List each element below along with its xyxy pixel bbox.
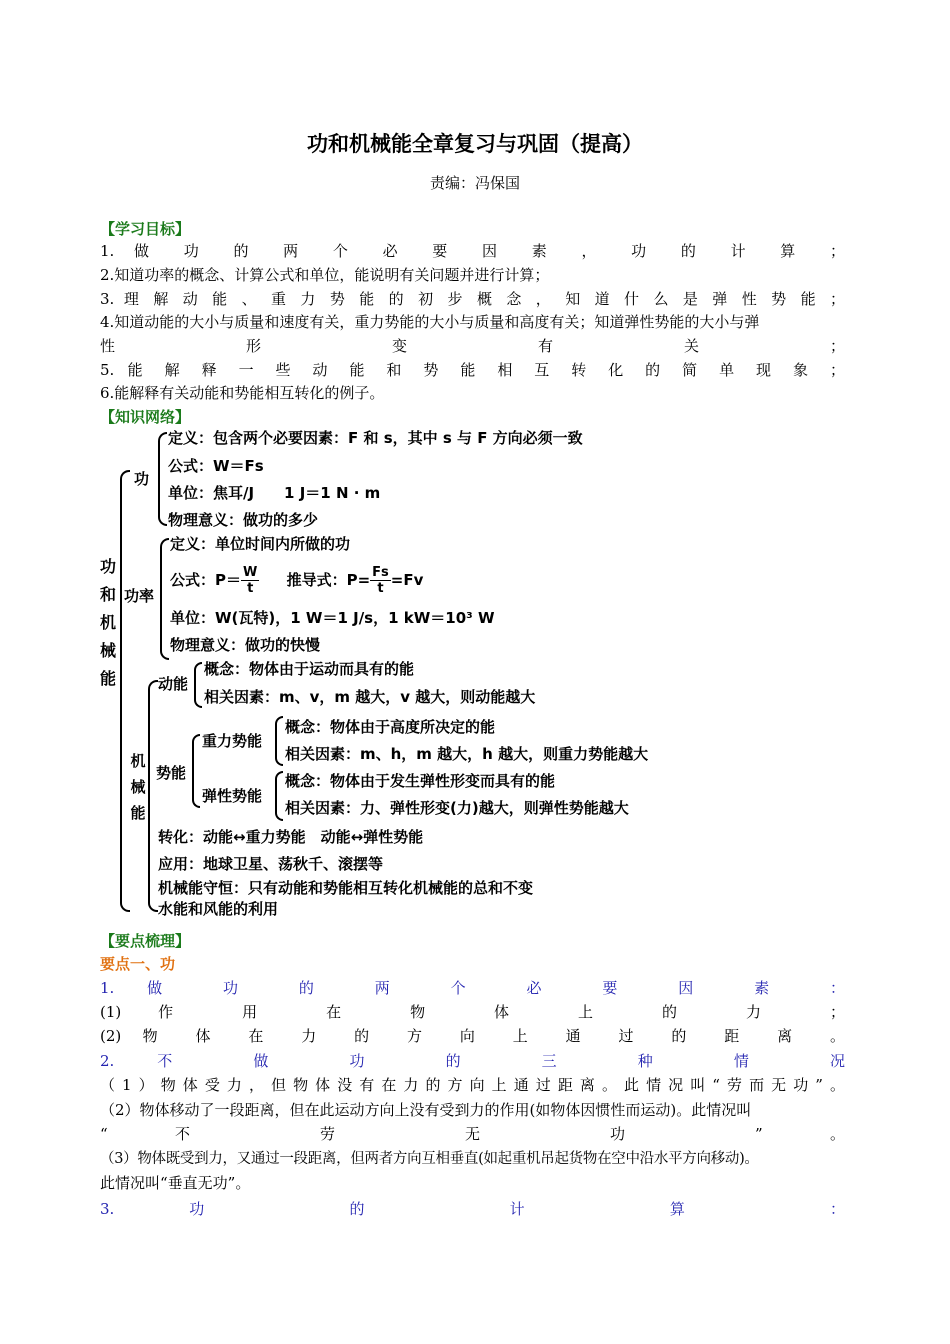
objectives-heading: 【学习目标】 xyxy=(100,220,191,238)
power-brace xyxy=(160,538,169,660)
power-formula: 公式：P＝ $\frac{W}{t}$ 推导式：P= $\frac{Fs}{t}$ =Fv xyxy=(170,565,424,596)
elastic-brace xyxy=(275,771,283,821)
kinetic-brace xyxy=(194,662,202,708)
power-meaning: 物理意义：做功的快慢 xyxy=(170,636,321,654)
mech-char: 能 xyxy=(130,804,146,822)
fraction-numerator: W xyxy=(243,565,258,580)
keypoint-line: 2. 不 做 功 的 三 种 情 况 xyxy=(100,1052,845,1070)
root-char: 械 xyxy=(99,641,116,660)
potential-label: 势能 xyxy=(156,764,187,782)
gravity-concept: 概念：物体由于高度所决定的能 xyxy=(285,718,496,736)
fraction-denominator: t xyxy=(247,581,254,596)
kinetic-label: 动能 xyxy=(158,675,189,693)
keypoints-heading: 【要点梳理】 xyxy=(100,932,191,950)
objective-line: 6.能解释有关动能和势能相互转化的例子。 xyxy=(100,384,385,402)
kinetic-concept: 概念：物体由于运动而具有的能 xyxy=(204,660,415,678)
objective-line: 性 形 变 有 关 ； xyxy=(100,337,845,355)
root-char: 功 xyxy=(99,557,116,576)
keypoint-line: 1. 做 功 的 两 个 必 要 因 素 ： xyxy=(100,979,845,997)
objective-line: 3. 理 解 动 能 、 重 力 势 能 的 初 步 概 念 ， 知 道 什 么 是 弹 性 势 能 ； xyxy=(100,290,845,308)
mech-char: 机 xyxy=(130,752,146,770)
application: 应用：地球卫星、荡秋千、滚摆等 xyxy=(158,855,384,873)
objective-line: 1. 做 功 的 两 个 必 要 因 素 ， 功 的 计 算 ； xyxy=(100,242,845,260)
elastic-label: 弹性势能 xyxy=(202,787,263,805)
power-label: 功率 xyxy=(124,587,155,605)
mech-char: 械 xyxy=(130,778,146,796)
conservation: 机械能守恒：只有动能和势能相互转化机械能的总和不变 xyxy=(158,879,534,897)
gravity-label: 重力势能 xyxy=(202,732,263,750)
power-unit: 单位：W(瓦特)，1 W＝1 J/s，1 kW＝10³ W xyxy=(170,609,495,627)
keypoint-1-heading: 要点一、功 xyxy=(100,955,176,973)
keypoint-line: “ 不 劳 无 功 ” 。 xyxy=(100,1125,845,1143)
author-line: 责编：冯保国 xyxy=(429,174,520,192)
root-char: 和 xyxy=(99,585,116,604)
objective-line: 2.知道功率的概念、计算公式和单位，能说明有关问题并进行计算； xyxy=(100,266,550,284)
elastic-factors: 相关因素：力、弹性形变(力)越大，则弹性势能越大 xyxy=(285,799,629,817)
work-definition: 定义：包含两个必要因素：F 和 s，其中 s 与 F 方向必须一致 xyxy=(168,429,583,447)
fraction-numerator: Fs xyxy=(372,565,389,580)
work-meaning: 物理意义：做功的多少 xyxy=(168,511,319,529)
work-unit: 单位：焦耳/J 1 J＝1 N · m xyxy=(168,484,381,502)
kinetic-factors: 相关因素：m、v，m 越大，v 越大，则动能越大 xyxy=(204,688,536,706)
objective-line: 5. 能 解 释 一 些 动 能 和 势 能 相 互 转 化 的 简 单 现 象 ； xyxy=(100,361,845,379)
conversion: 转化：动能↔重力势能 动能↔弹性势能 xyxy=(158,828,424,846)
work-formula: 公式：W＝Fs xyxy=(168,457,264,475)
keypoint-line: （3）物体既受到力，又通过一段距离，但两者方向互相垂直(如起重机吊起货物在空中沿水平方向移动)。 xyxy=(100,1151,759,1167)
root-char: 机 xyxy=(99,613,116,632)
keypoint-line: 此情况叫“垂直无功”。 xyxy=(100,1174,251,1192)
work-brace xyxy=(158,432,167,526)
water-wind-energy: 水能和风能的利用 xyxy=(158,900,279,918)
page-title: 功和机械能全章复习与巩固（提高） xyxy=(307,132,643,156)
root-brace xyxy=(120,470,130,912)
mech-brace xyxy=(148,680,158,912)
root-char: 能 xyxy=(99,669,116,688)
gravity-brace xyxy=(275,716,283,766)
fraction-denominator: t xyxy=(377,581,384,596)
potential-brace xyxy=(192,734,200,808)
network-heading: 【知识网络】 xyxy=(100,408,191,426)
keypoint-line: 3. 功 的 计 算 ： xyxy=(100,1200,845,1218)
objective-line: 4.知道动能的大小与质量和速度有关，重力势能的大小与质量和高度有关；知道弹性势能的大小与弹 xyxy=(100,313,760,331)
keypoint-line: (1) 作 用 在 物 体 上 的 力 ； xyxy=(100,1003,845,1021)
elastic-concept: 概念：物体由于发生弹性形变而具有的能 xyxy=(285,772,556,790)
work-label: 功 xyxy=(134,470,150,488)
keypoint-line: (2) 物 体 在 力 的 方 向 上 通 过 的 距 离 。 xyxy=(100,1027,845,1045)
gravity-factors: 相关因素：m、h，m 越大，h 越大，则重力势能越大 xyxy=(285,745,649,763)
keypoint-line: （2）物体移动了一段距离，但在此运动方向上没有受到力的作用(如物体因惯性而运动)。此情况叫 xyxy=(100,1101,752,1119)
power-definition: 定义：单位时间内所做的功 xyxy=(170,535,351,553)
keypoint-line: （1）物体受力，但物体没有在力的方向上通过距离。此情况叫“劳而无功”。 xyxy=(100,1076,845,1094)
